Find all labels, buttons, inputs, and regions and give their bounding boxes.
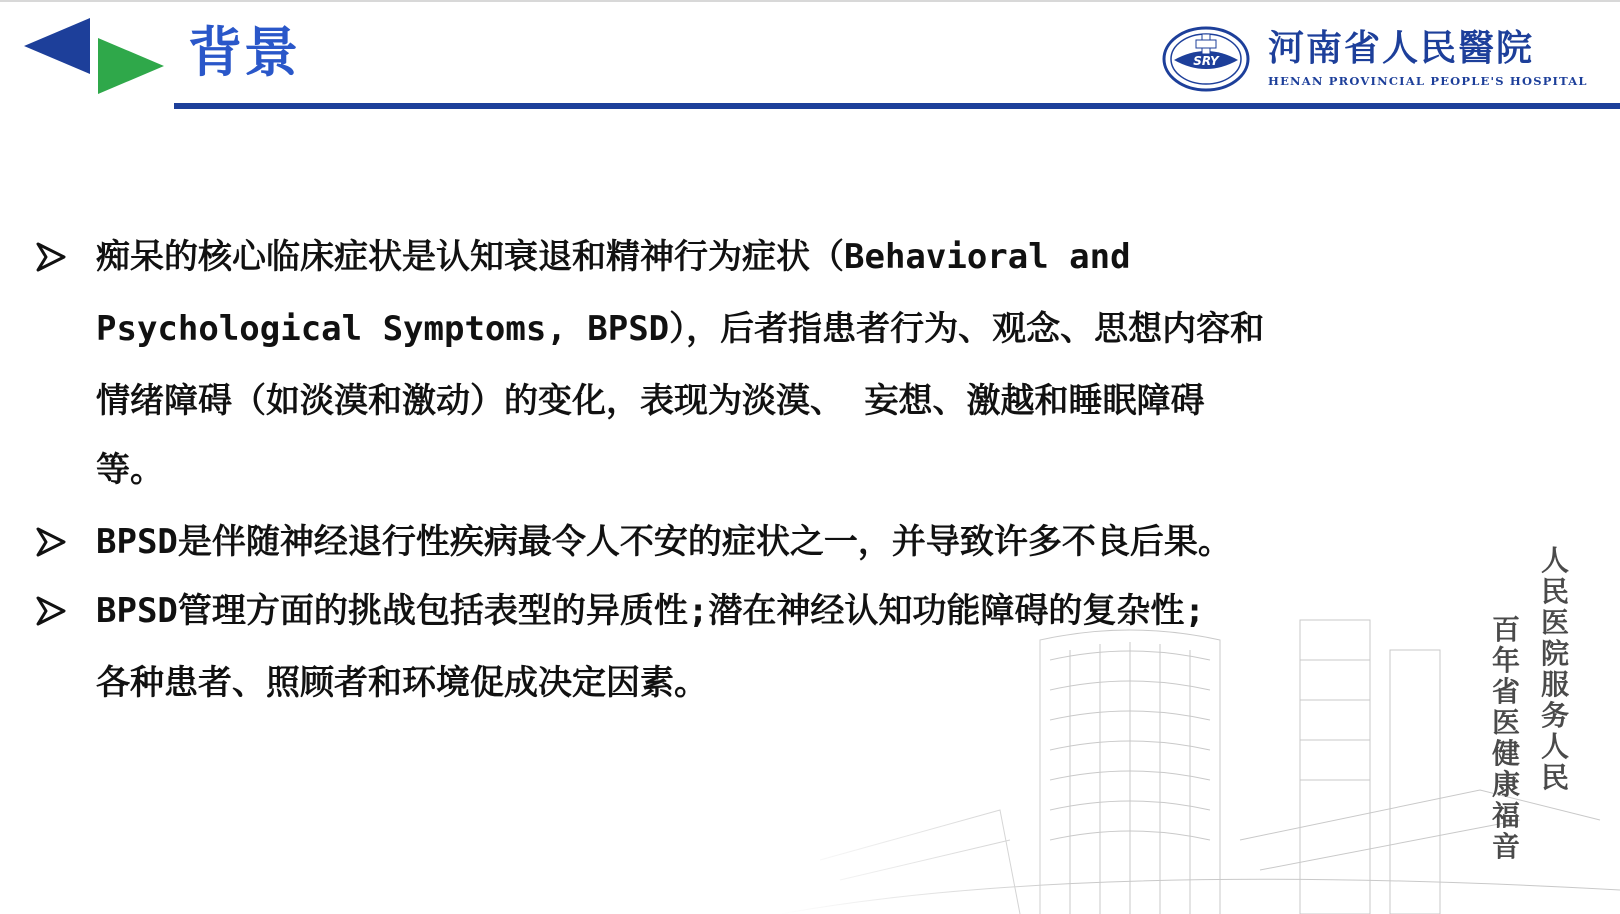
bullet-arrow-icon	[36, 596, 66, 626]
bullet-1-line-3: 情绪障碍（如淡漠和激动）的变化，表现为淡漠、 妄想、激越和睡眠障碍	[96, 381, 1205, 421]
hospital-name-en: HENAN PROVINCIAL PEOPLE'S HOSPITAL	[1268, 74, 1588, 88]
bullet-arrow-icon	[36, 527, 66, 557]
bullet-2-line-1: BPSD是伴随神经退行性疾病最令人不安的症状之一，并导致许多不良后果。	[96, 522, 1232, 562]
hospital-name-cn: 河南省人民醫院	[1268, 27, 1535, 69]
slogan-left: 百年省医健康福音	[1491, 613, 1520, 863]
bullet-1-line-1: 痴呆的核心临床症状是认知衰退和精神行为症状（Behavioral and	[96, 237, 1131, 277]
bullet-3-line-2: 各种患者、照顾者和环境促成决定因素。	[96, 663, 708, 703]
bullet-arrow-icon	[36, 242, 66, 272]
bullet-1-line-2: Psychological Symptoms, BPSD），后者指患者行为、观念、思想内容和	[96, 309, 1265, 349]
bullet-1-line-4: 等。	[96, 450, 164, 490]
slogan-right: 人民医院服务人民	[1540, 544, 1569, 794]
bullet-3-line-1: BPSD管理方面的挑战包括表型的异质性;潜在神经认知功能障碍的复杂性;	[96, 591, 1205, 631]
section-title: 背景	[188, 21, 300, 84]
logo-text: SRY	[1193, 54, 1219, 68]
